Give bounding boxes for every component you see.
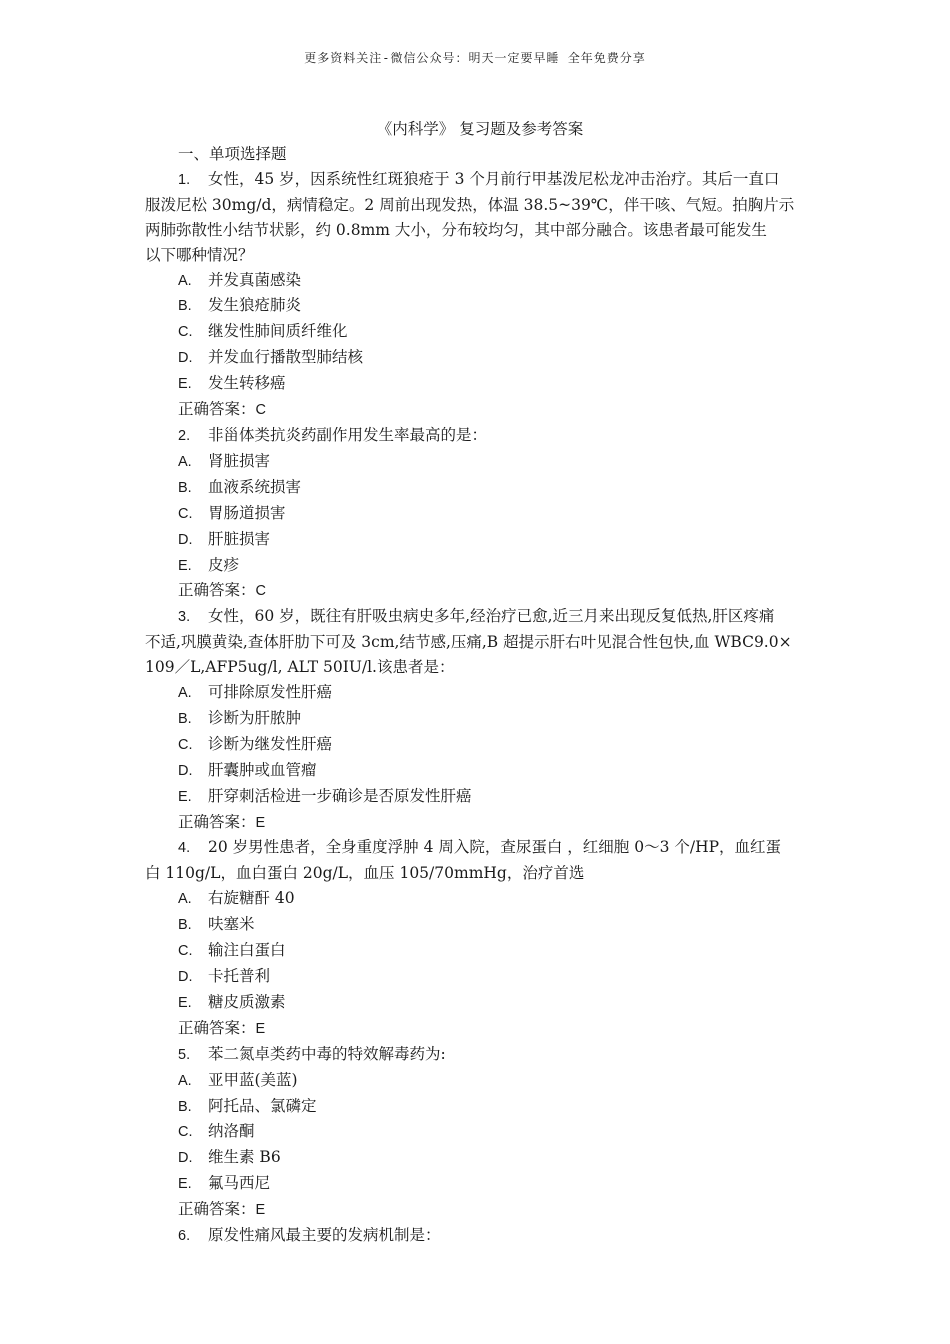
answer-option: [145, 449, 807, 475]
option-letter: C.: [178, 943, 193, 960]
option-text: 胃肠道损害: [208, 503, 286, 522]
option-letter: A.: [178, 685, 192, 702]
answer-option: [145, 886, 807, 912]
question-text: 20 岁男性患者，全身重度浮肿 4 周入院，查尿蛋白 ，红细胞 0～3 个/HP，血红蛋: [208, 838, 782, 857]
option-letter: C.: [178, 736, 193, 753]
correct-answer-value: C: [255, 583, 266, 600]
correct-answer: [145, 397, 807, 423]
question-number: 2.: [178, 427, 191, 444]
option-text: 血液系统损害: [208, 477, 302, 496]
option-letter: E.: [178, 788, 192, 805]
option-text: 诊断为肝脓肿: [208, 708, 302, 727]
question-text-continued: 两肺弥散性小结节状影，约 0.8mm 大小，分布较均匀，其中部分融合。该患者最可能发生: [145, 220, 767, 239]
option-text: 可排除原发性肝癌: [208, 683, 333, 702]
option-letter: E.: [178, 376, 192, 393]
answer-option: [145, 319, 807, 345]
question-text-continued: 服泼尼松 30mg/d，病情稳定。2 周前出现发热，体温 38.5~39℃，伴干咳、气短。拍胸片示: [145, 195, 795, 214]
question-block: [145, 423, 807, 604]
correct-answer: [145, 1197, 807, 1223]
option-letter: B.: [178, 710, 192, 727]
answer-option: [145, 345, 807, 371]
question-number: 3.: [178, 609, 191, 626]
header-note: 更多资料关注-微信公众号：明天一定要早睡 全年免费分享: [304, 51, 646, 65]
question-block: [145, 1223, 807, 1249]
question-stem: [145, 835, 807, 861]
answer-option: [145, 758, 807, 784]
answer-option: [145, 680, 807, 706]
question-block: [145, 1042, 807, 1223]
question-text: 女性，60 岁，既往有肝吸虫病史多年,经治疗已愈,近三月来出现反复低热,肝区疼痛: [208, 607, 775, 626]
option-letter: B.: [178, 479, 192, 496]
answer-option: [145, 706, 807, 732]
answer-option: [145, 1068, 807, 1094]
option-letter: E.: [178, 557, 192, 574]
question-stem: [145, 167, 807, 193]
answer-option: [145, 553, 807, 579]
correct-answer-label: 正确答案：: [178, 400, 256, 419]
correct-answer-label: 正确答案：: [178, 581, 256, 600]
question-number: 1.: [178, 171, 191, 188]
question-stem: [145, 1223, 807, 1249]
answer-option: [145, 912, 807, 938]
question-text: 女性，45 岁，因系统性红斑狼疮于 3 个月前行甲基泼尼松龙冲击治疗。其后一直口: [208, 169, 780, 188]
option-letter: C.: [178, 324, 193, 341]
option-text: 维生素 B6: [208, 1148, 281, 1167]
correct-answer-label: 正确答案：: [178, 1200, 256, 1219]
answer-option: [145, 1145, 807, 1171]
option-letter: E.: [178, 1176, 192, 1193]
answer-option: [145, 964, 807, 990]
option-text: 亚甲蓝(美蓝): [208, 1070, 298, 1089]
option-text: 发生狼疮肺炎: [208, 296, 302, 315]
option-letter: D.: [178, 1150, 193, 1167]
document-body: [145, 142, 807, 1249]
answer-option: [145, 1119, 807, 1145]
question-number: 4.: [178, 840, 191, 857]
correct-answer: [145, 810, 807, 836]
question-block: [145, 835, 807, 1041]
correct-answer-value: E: [255, 814, 266, 831]
option-letter: A.: [178, 272, 192, 289]
answer-option: [145, 475, 807, 501]
option-letter: A.: [178, 453, 192, 470]
option-text: 卡托普利: [208, 967, 271, 985]
question-text-continued: 以下哪种情况？: [145, 245, 254, 264]
section-heading: 一、单项选择题: [178, 145, 287, 163]
option-text: 肝囊肿或血管瘤: [208, 760, 317, 779]
option-text: 并发血行播散型肺结核: [208, 348, 364, 367]
option-text: 皮疹: [208, 555, 240, 574]
option-text: 呋塞米: [208, 915, 255, 934]
document-title: 《内科学》 复习题及参考答案: [376, 120, 584, 138]
question-text-continued: 109／L,AFP5ug/l, ALT 50IU/l.该患者是：: [145, 658, 455, 677]
correct-answer-label: 正确答案：: [178, 1018, 256, 1037]
correct-answer: [145, 578, 807, 604]
question-text: 原发性痛风最主要的发病机制是：: [208, 1226, 441, 1245]
answer-option: [145, 268, 807, 294]
option-text: 阿托品、氯磷定: [208, 1096, 317, 1115]
question-text: 苯二氮卓类药中毒的特效解毒药为:: [208, 1044, 446, 1063]
answer-option: [145, 527, 807, 553]
option-text: 并发真菌感染: [208, 270, 302, 289]
question-stem: [145, 1042, 807, 1068]
answer-option: [145, 501, 807, 527]
question-number: 6.: [178, 1228, 191, 1245]
option-text: 肝脏损害: [208, 529, 271, 548]
option-letter: B.: [178, 1098, 192, 1115]
option-letter: B.: [178, 917, 192, 934]
correct-answer-value: E: [255, 1020, 266, 1037]
option-letter: C.: [178, 1124, 193, 1141]
option-text: 输注白蛋白: [208, 941, 286, 960]
answer-option: [145, 938, 807, 964]
question-text-continued: 不适,巩膜黄染,查体肝肋下可及 3cm,结节感,压痛,B 超提示肝右叶见混合性包快,血 WBC9.0×: [145, 633, 792, 652]
question-text-continued: 白 110g/L，血白蛋白 20g/L，血压 105/70mmHg，治疗首选: [145, 864, 585, 883]
option-text: 肝穿刺活检进一步确诊是否原发性肝癌: [208, 786, 472, 805]
option-letter: C.: [178, 505, 193, 522]
answer-option: [145, 990, 807, 1016]
option-letter: A.: [178, 1072, 192, 1089]
option-text: 纳洛酮: [208, 1122, 255, 1141]
option-letter: D.: [178, 531, 193, 548]
option-text: 发生转移癌: [208, 374, 286, 393]
question-stem: [145, 423, 807, 449]
answer-option: [145, 732, 807, 758]
option-text: 肾脏损害: [208, 451, 271, 470]
correct-answer: [145, 1016, 807, 1042]
option-letter: D.: [178, 762, 193, 779]
option-text: 糖皮质激素: [208, 992, 286, 1011]
option-text: 继发性肺间质纤维化: [208, 322, 348, 341]
option-text: 诊断为继发性肝癌: [208, 734, 333, 753]
answer-option: [145, 1171, 807, 1197]
correct-answer-value: C: [255, 402, 266, 419]
option-letter: E.: [178, 994, 192, 1011]
option-letter: B.: [178, 298, 192, 315]
option-letter: A.: [178, 891, 192, 908]
question-block: [145, 167, 807, 423]
answer-option: [145, 371, 807, 397]
option-letter: D.: [178, 350, 193, 367]
answer-option: [145, 293, 807, 319]
correct-answer-value: E: [255, 1202, 266, 1219]
option-text: 右旋糖酐 40: [208, 889, 295, 908]
question-block: [145, 604, 807, 835]
answer-option: [145, 784, 807, 810]
question-text: 非甾体类抗炎药副作用发生率最高的是：: [208, 425, 488, 444]
option-text: 氟马西尼: [208, 1174, 271, 1193]
question-number: 5.: [178, 1046, 191, 1063]
correct-answer-label: 正确答案：: [178, 812, 256, 831]
question-stem: [145, 604, 807, 630]
option-letter: D.: [178, 969, 193, 985]
answer-option: [145, 1094, 807, 1120]
